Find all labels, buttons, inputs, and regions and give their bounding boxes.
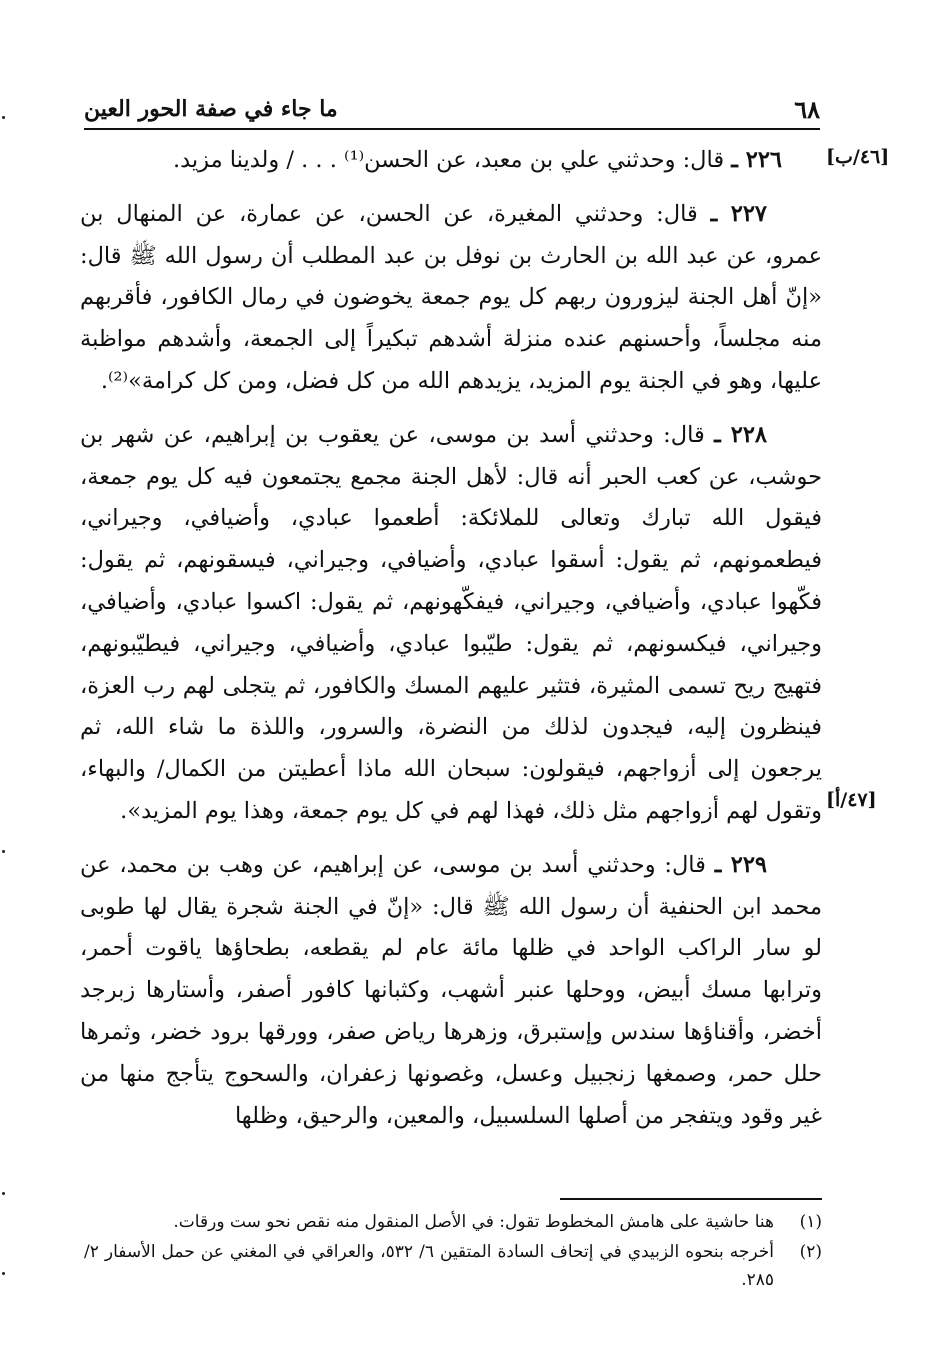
scan-speck — [2, 850, 5, 853]
hadith-number: ٢٢٧ ـ — [710, 200, 767, 227]
footnote-mark: (٢) — [799, 1242, 822, 1262]
hadith-number: ٢٢٦ ـ — [731, 147, 782, 173]
paragraph-227 — [80, 194, 822, 403]
footnote-text: هنا حاشية على هامش المخطوط تقول: في الأصل المنقول منه نقص نحو ست ورقات. — [173, 1212, 774, 1232]
footnote-text: أخرجه بنحوه الزبيدي في إتحاف السادة المتقين ٦/ ٥٣٢، والعراقي في المغني عن حمل الأسفار ٢/ ٢٨٥. — [84, 1242, 774, 1290]
footnote-rule — [560, 1198, 822, 1200]
paragraph-228 — [80, 415, 822, 833]
footnote-mark: (١) — [799, 1212, 822, 1232]
paragraph-text: قال: وحدثني علي بن معبد، عن الحسن⁽¹⁾ . . . / ولدينا مزيد. — [172, 147, 732, 173]
page-header — [84, 92, 820, 126]
running-title: ما جاء في صفة الحور العين — [84, 96, 338, 122]
paragraph-226 — [80, 140, 822, 182]
scan-speck — [2, 1192, 5, 1195]
hadith-number: ٢٢٨ ـ — [714, 421, 767, 448]
footnote-2 — [84, 1238, 822, 1294]
scan-speck — [2, 116, 5, 119]
page-number: ٦٨ — [794, 94, 820, 124]
paragraph-text: قال: وحدثني أسد بن موسى، عن يعقوب بن إبراهيم، عن شهر بن حوشب، عن كعب الحبر أنه قال: لأهل الجنة مجمع يجتمعون فيه كل يوم جمعة، فيقول الله تبارك وتعالى للملائكة: أطعموا عبادي، وأضيافي، وجيراني، فيطعمونهم، ثم يقول: أسقوا عبادي، وأضيافي، وجيراني، فيسقونهم، ثم يقول: فكّهوا عبادي، وأضيافي، وجيراني، فيفكّهونهم، ثم يقول: اكسوا عبادي، وأضيافي، وجيراني، فيكسونهم، ثم يقول: طيّبوا عبادي، وأضيافي، وجيراني، فيطيّبونهم، فتهيج ريح تسمى المثيرة، فتثير عليهم المسك والكافور، ثم يتجلى لهم رب العزة، فينظرون إليه، فيجدون لذلك من النضرة، والسرور، واللذة ما شاء الله، ثم يرجعون إلى أزواجهم، فيقولون: سبحان الله ماذا أعطيتن من الكمال/ والبهاء، وتقول لهم أزواجهم مثل ذلك، فهذا لهم في كل يوم جمعة، وهذا يوم المزيد». — [80, 421, 822, 824]
main-text — [80, 140, 822, 1137]
scan-speck — [2, 1272, 5, 1275]
margin-note-folio-46b: [٤٦/ب] — [826, 146, 890, 168]
paragraph-text: قال: وحدثني المغيرة، عن الحسن، عن عمارة، عن المنهال بن عمرو، عن عبد الله بن الحارث بن نوفل بن عبد المطلب أن رسول الله ﷺ قال: «إنّ أهل الجنة ليزورون ربهم كل يوم جمعة يخوضون في رمال الكافور، فأقربهم منه مجلساً، وأحسنهم عنده منزلة أشدهم تبكيراً إلى الجمعة، وأشدهم مواظبة عليها، وهو في الجنة يوم المزيد، يزيدهم الله من كل فضل، ومن كل كرامة»⁽²⁾. — [80, 200, 822, 394]
margin-note-folio-47a: [٤٧/أ] — [826, 789, 877, 811]
footnote-1 — [84, 1208, 822, 1236]
footnotes — [84, 1208, 822, 1296]
hadith-number: ٢٢٩ ـ — [714, 851, 768, 878]
paragraph-text: قال: وحدثني أسد بن موسى، عن إبراهيم، عن وهب بن محمد، عن محمد ابن الحنفية أن رسول الله ﷺ قال: «إنّ في الجنة شجرة يقال لها طوبى لو سار الراكب الواحد في ظلها مائة عام لم يقطعه، بطحاؤها ياقوت أحمر، وترابها مسك أبيض، ووحلها عنبر أشهب، وكثبانها كافور أصفر، وأستارها زبرجد أخضر، وأقناؤها سندس وإستبرق، وزهرها رياض صفر، وورقها برود خضر، وثمرها حلل حمر، وصمغها زنجبيل وعسل، وغصونها زعفران، والسحوج يتأجج منها من غير وقود ويتفجر من أصلها السلسبيل، والمعين، والرحيق، وظلها — [80, 851, 822, 1129]
header-rule — [84, 128, 820, 130]
paragraph-229 — [80, 845, 822, 1138]
